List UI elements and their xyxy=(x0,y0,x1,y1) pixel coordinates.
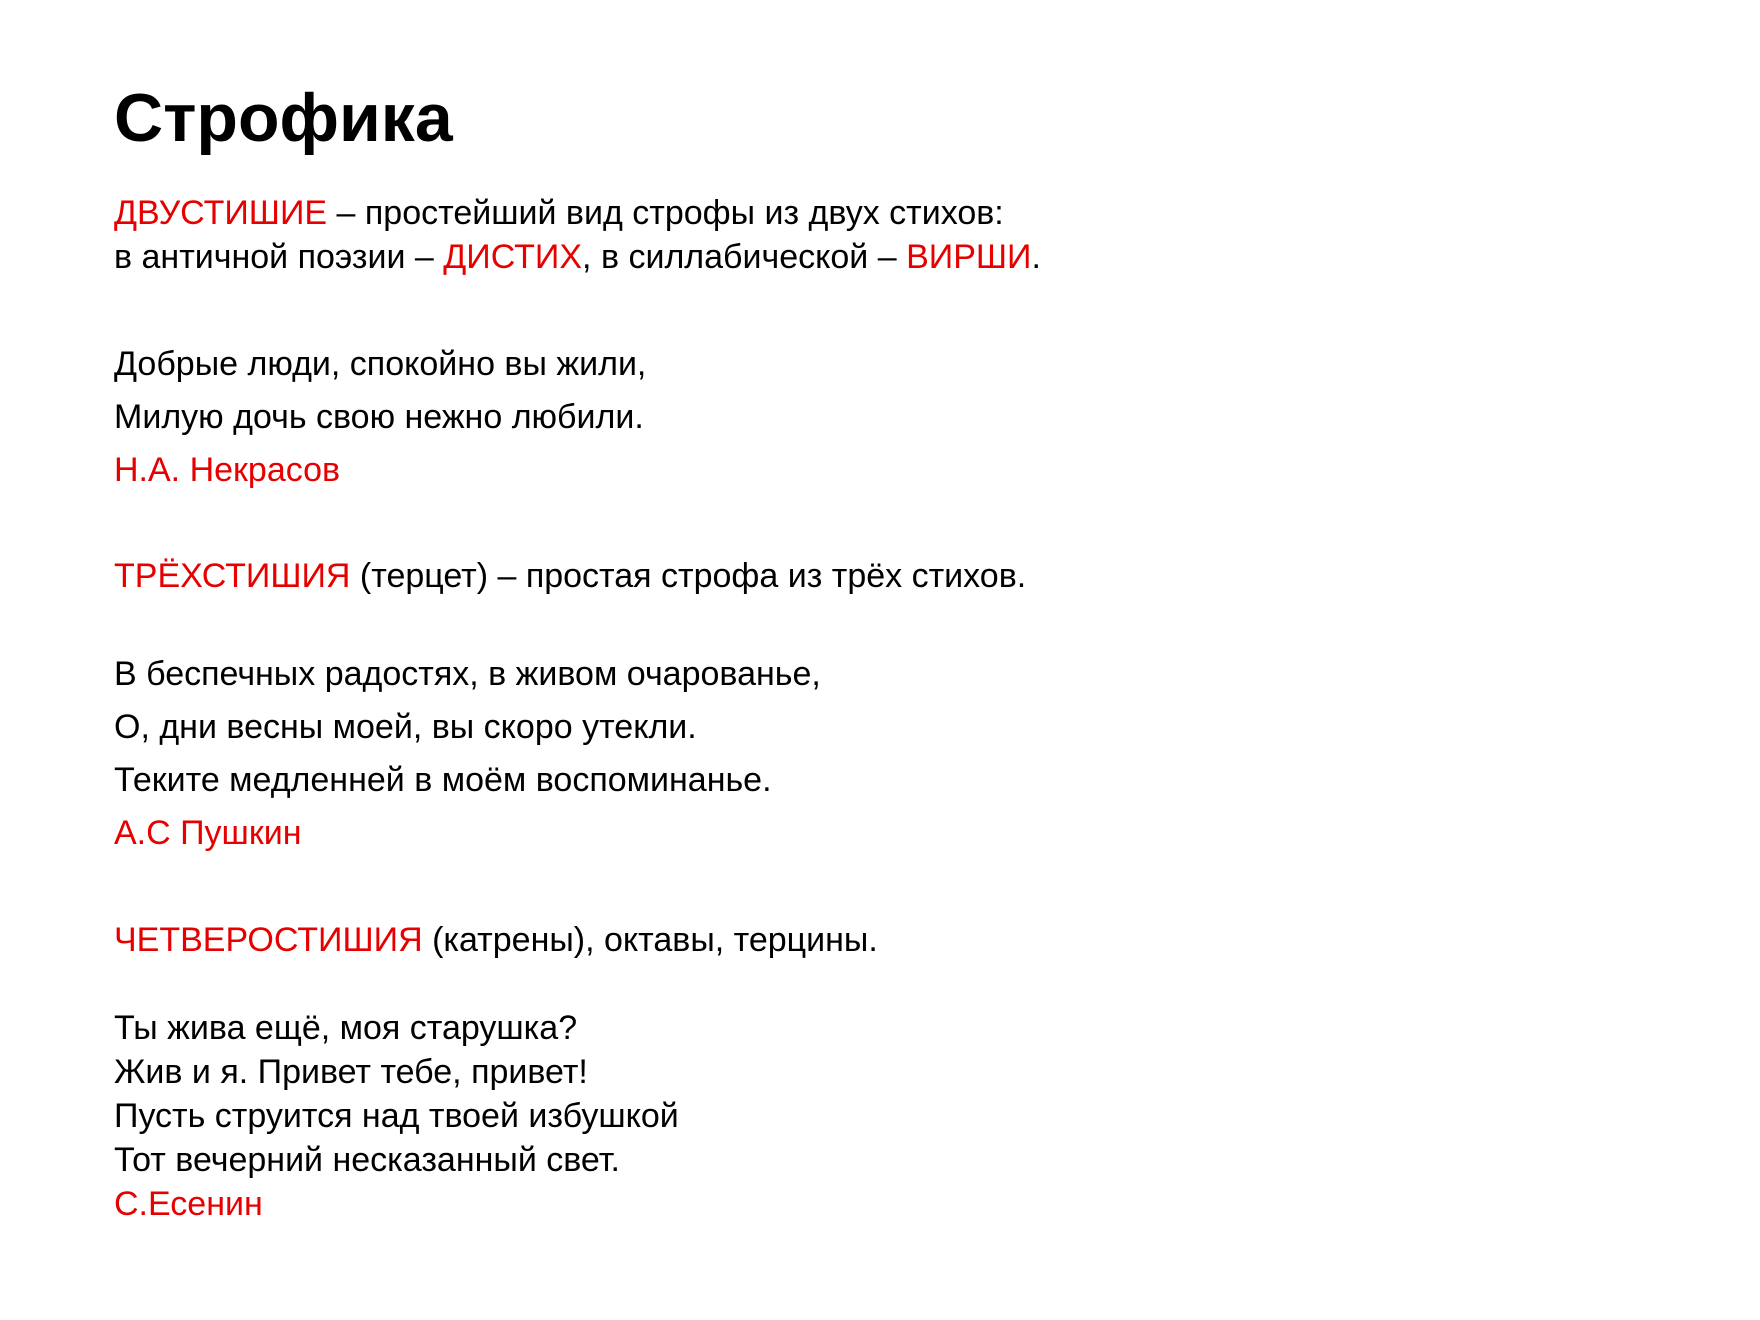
couplet-variants xyxy=(114,237,1041,277)
tercet-poem-line: Теките медленней в моём воспоминанье. xyxy=(114,761,772,799)
term-couplet: ДВУСТИШИЕ xyxy=(114,194,328,232)
couplet-author: Н.А. Некрасов xyxy=(114,451,341,489)
term-distich: ДИСТИХ xyxy=(443,238,583,276)
couplet-poem-line: Добрые люди, спокойно вы жили, xyxy=(114,345,647,383)
tercet-definition-text: (терцет) – простая строфа из трёх стихов. xyxy=(350,557,1027,595)
quatrain-poem-line: Жив и я. Привет тебе, привет! xyxy=(114,1053,588,1091)
quatrain-poem-line: Ты жива ещё, моя старушка? xyxy=(114,1009,578,1047)
quatrain-poem-line: Тот вечерний несказанный свет. xyxy=(114,1141,620,1179)
slide-title: Строфика xyxy=(114,80,453,156)
tercet-author: А.С Пушкин xyxy=(114,814,302,852)
quatrain-definition xyxy=(114,920,878,960)
couplet-variants-text-3: . xyxy=(1031,238,1041,276)
tercet-definition xyxy=(114,556,1026,596)
term-virshi: ВИРШИ xyxy=(906,238,1032,276)
couplet-variants-text-2: , в силлабической – xyxy=(582,238,907,276)
quatrain-definition-text: (катрены), октавы, терцины. xyxy=(422,921,878,959)
couplet-variants-text-1: в античной поэзии – xyxy=(114,238,444,276)
tercet-poem-line: В беспечных радостях, в живом очарованье, xyxy=(114,655,821,693)
quatrain-author: С.Есенин xyxy=(114,1185,263,1223)
term-quatrain: ЧЕТВЕРОСТИШИЯ xyxy=(114,921,423,959)
couplet-definition xyxy=(114,193,1004,233)
term-tercet: ТРЁХСТИШИЯ xyxy=(114,557,351,595)
couplet-definition-text: – простейший вид строфы из двух стихов: xyxy=(327,194,1004,232)
couplet-poem-line: Милую дочь свою нежно любили. xyxy=(114,398,644,436)
quatrain-poem-line: Пусть струится над твоей избушкой xyxy=(114,1097,679,1135)
tercet-poem-line: О, дни весны моей, вы скоро утекли. xyxy=(114,708,697,746)
